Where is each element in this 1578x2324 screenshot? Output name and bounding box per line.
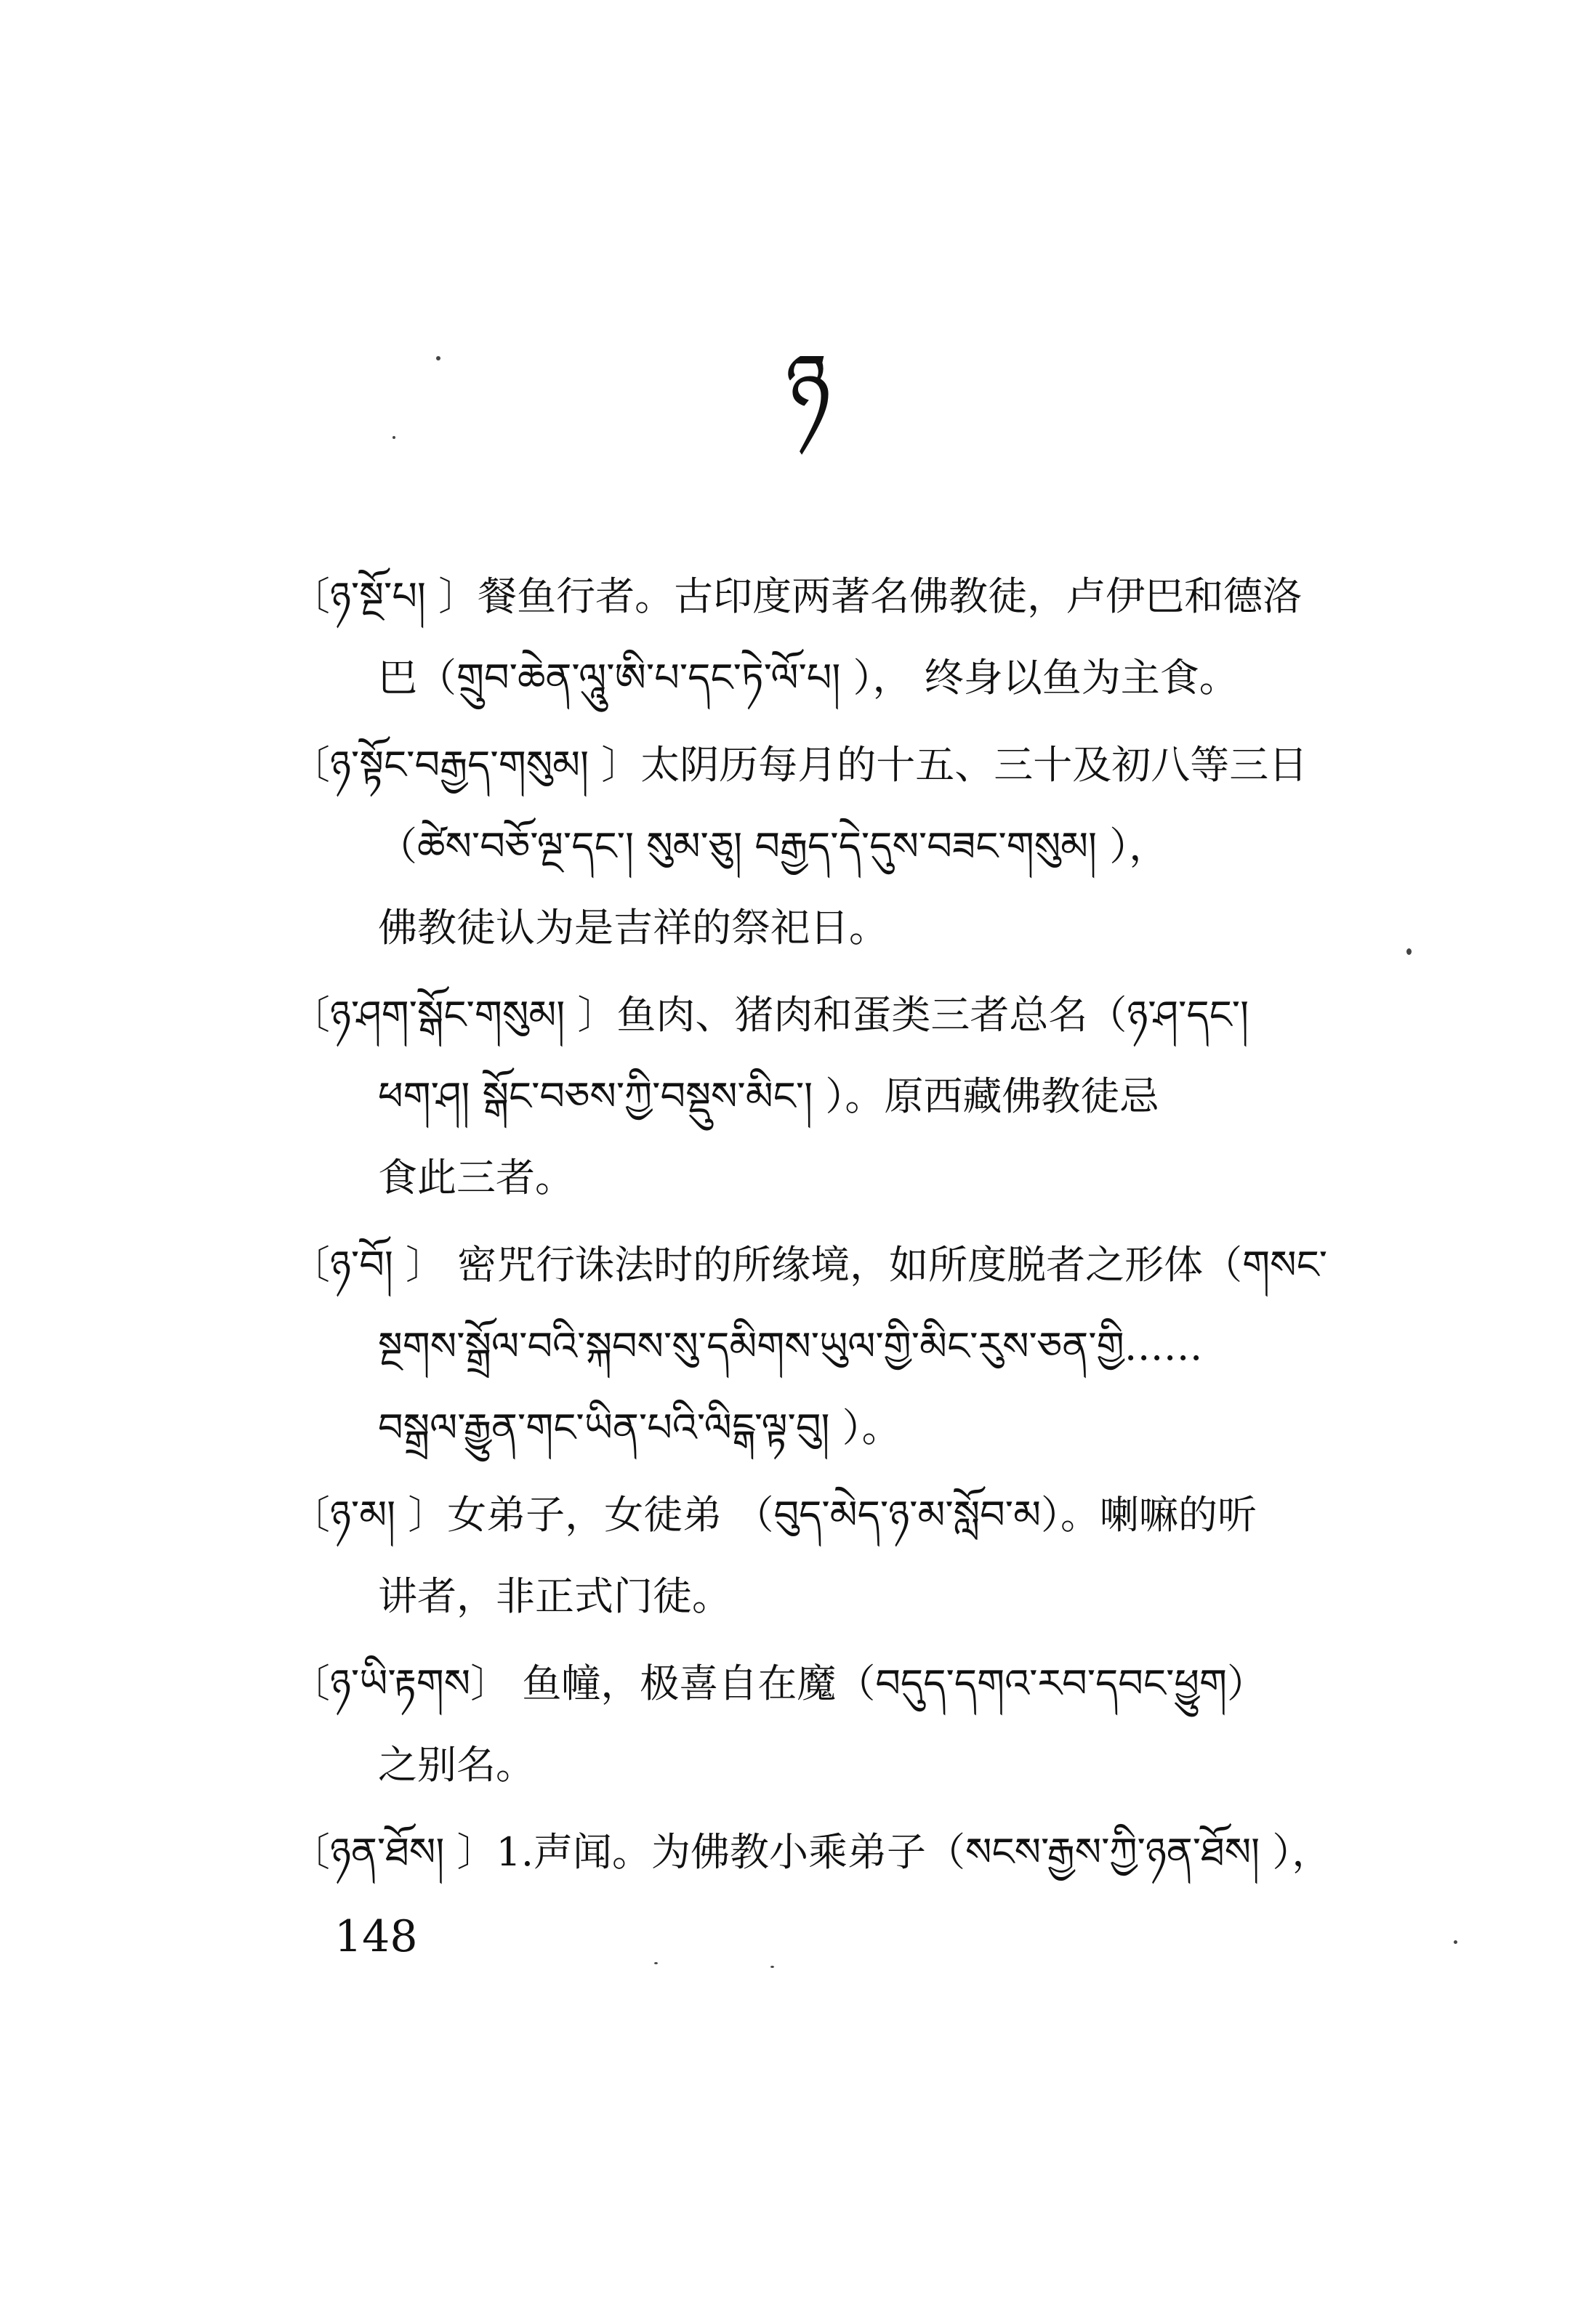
entry-line: 之别名。 xyxy=(378,1742,535,1788)
dictionary-entry xyxy=(291,725,1425,969)
page-number: 148 xyxy=(334,1911,418,1962)
entry-line: 佛教徒认为是吉祥的祭祀日。 xyxy=(378,905,888,951)
entry-list xyxy=(291,556,1425,1899)
entry-line: 〔ཉ་ཡི་རྟགས〕 鱼幢，极喜自在魔（བདུད་དགའ་རབ་དབང་ཕྱུག） xyxy=(291,1661,1267,1706)
entry-line: 巴（གྲུབ་ཆེན་ལཱུ་ཨི་པ་དང་ཏེ་ལོ་པ། ）， 终身以鱼为主食。 xyxy=(378,655,1239,701)
dictionary-entry xyxy=(291,1643,1425,1806)
dictionary-entry xyxy=(291,556,1425,719)
entry-line: བསྒྲལ་རྒྱུན་གང་ཡིན་པའི་ལིངྒ་ལྟ་བུ། ）。 xyxy=(378,1405,901,1451)
entry-line: 食此三者。 xyxy=(378,1155,574,1201)
entry-line: 〔ཉན་ཐོས། 〕1.声闻。为佛教小乘弟子（སངས་རྒྱས་ཀྱི་ཉན་ཐོས། ）， xyxy=(291,1829,1332,1875)
scan-speck xyxy=(1454,1940,1457,1944)
entry-line: 〔ཉ་སྔོ་པ། 〕餐鱼行者。古印度两著名佛教徒，卢伊巴和德洛 xyxy=(291,573,1303,619)
entry-line: 〔ཉ་བོ། 〕 密咒行诛法时的所缘境，如所度脱者之形体（གསང་ xyxy=(291,1242,1328,1288)
dictionary-entry xyxy=(291,1474,1425,1637)
dictionary-entry xyxy=(291,1812,1425,1893)
scan-speck xyxy=(770,1966,774,1968)
entry-line: 讲者，非正式门徒。 xyxy=(378,1573,731,1619)
dictionary-entry xyxy=(291,1224,1425,1469)
entry-line: 〔ཉ་མ། 〕女弟子，女徒弟 （བུད་མེད་ཉ་མ་སློབ་མ）。喇嘛的听 xyxy=(291,1492,1257,1538)
scan-speck xyxy=(1406,948,1412,955)
entry-line: 〔ཉ་སྟོང་བརྒྱད་གསུམ། 〕太阴历每月的十五、三十及初八等三日 xyxy=(291,742,1308,788)
section-heading-letter: ཉ xyxy=(785,334,832,435)
scan-speck xyxy=(393,436,395,439)
entry-line: སྔགས་སྒྲོལ་བའི་སྐབས་སུ་དམིགས་ཡུལ་གྱི་མིང་རུས་ཅན་གྱི…… xyxy=(378,1323,1203,1369)
entry-line: ཕག་ཤ། སྒོང་བཅས་ཀྱི་བསྡུས་མིང་། ）。原西藏佛教徒忌 xyxy=(378,1073,1159,1119)
scan-speck xyxy=(654,1962,658,1964)
entry-line: 〔ཉ་ཤག་སྒོང་གསུམ། 〕鱼肉、猪肉和蛋类三者总名（ཉ་ཤ་དང་། xyxy=(291,992,1249,1038)
scan-speck xyxy=(436,356,440,360)
entry-line: （ཚེས་བཅོ་ལྔ་དང་། སུམ་ཅུ། བརྒྱད་དེ་དུས་བཟང་གསུམ། ）， xyxy=(378,823,1169,869)
dictionary-entry xyxy=(291,975,1425,1219)
